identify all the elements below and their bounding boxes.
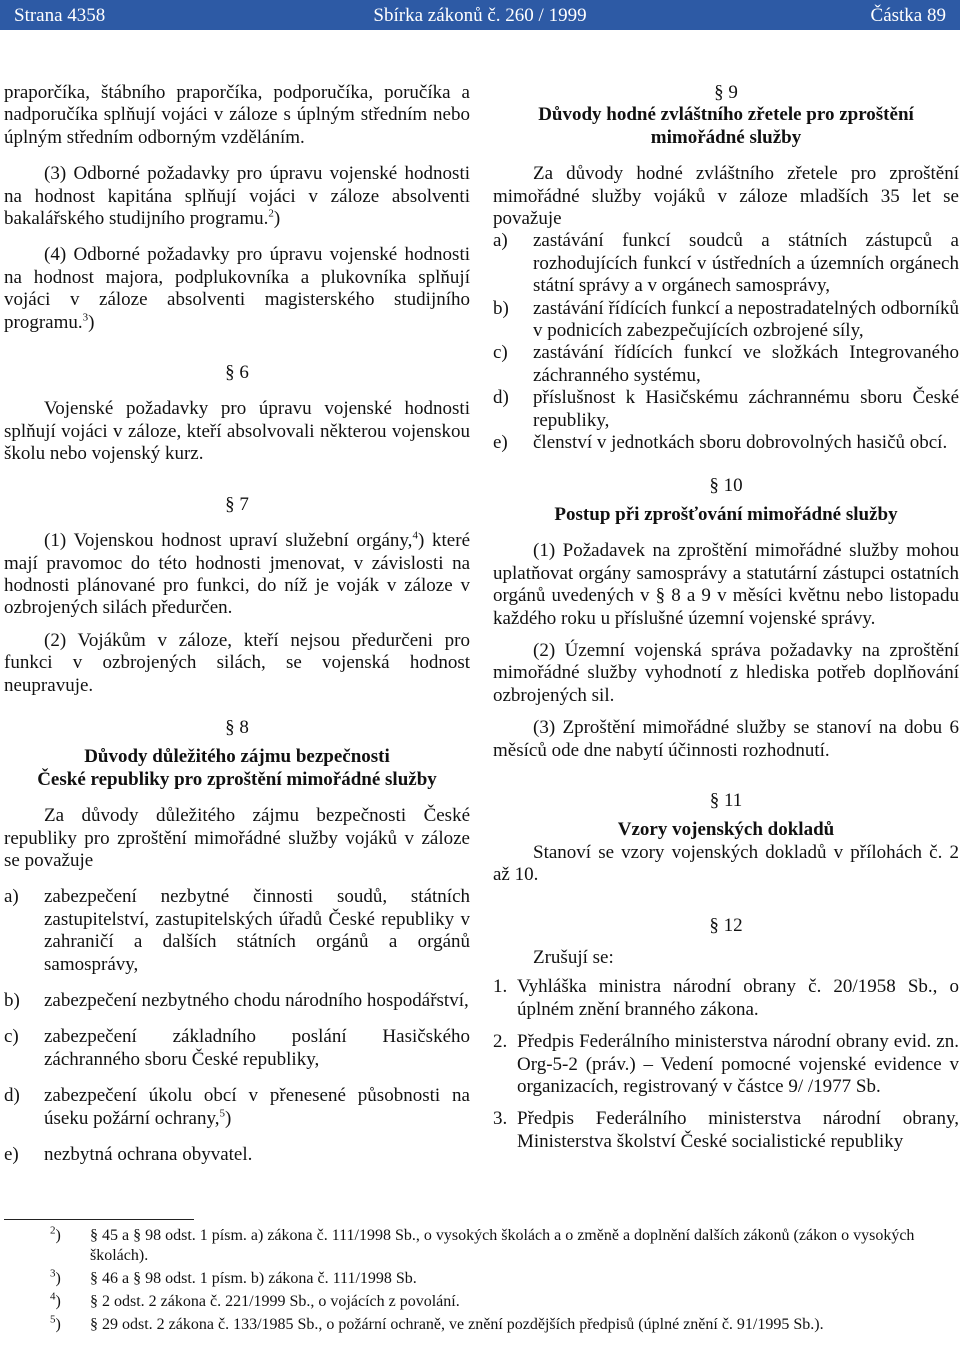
list-item	[4, 886, 470, 976]
list-text: Předpis Federálního ministerstva národní obrany, Ministerstva školství České socialistické republiky	[517, 1108, 959, 1152]
paragraph: Za důvody hodné zvláštního zřetele pro zproštění mimořádné služby vojáků v záloze mladších 35 let se považuje	[493, 163, 959, 230]
list-text: Předpis Federálního ministerstva národní obrany evid. zn. Org-5-2 (práv.) – Vedení pomocné vojenské evidence v organizacích, registrovaný v částce 9/ /1977 Sb.	[517, 1031, 959, 1098]
paragraph: (2) Vojákům v záloze, kteří nejsou předurčeni pro funkci v ozbrojených silách, se vojenská hodnost neupravuje.	[4, 629, 470, 696]
list-text: příslušnost k Hasičskému záchrannému sboru České republiky,	[533, 387, 959, 431]
footnote	[50, 1269, 960, 1289]
list-label: 1.	[493, 976, 508, 998]
footnote-mark: $^5$)	[50, 1313, 61, 1333]
right-column	[493, 82, 959, 1153]
footnotes	[50, 1226, 960, 1338]
footnote-number: 3	[50, 1267, 56, 1280]
footnote-ref[interactable]: 5	[219, 1107, 226, 1120]
paragraph: Za důvody důležitého zájmu bezpečnosti České republiky pro zproštění mimořádné služby vojáků v záloze se považuje	[4, 805, 470, 871]
list-label: c)	[4, 1026, 19, 1048]
list-item	[4, 1085, 470, 1130]
paragraph: (3) Zproštění mimořádné služby se stanoví na dobu 6 měsíců ode dne nabytí účinnosti rozhodnutí.	[493, 717, 959, 761]
section-title: Postup při zprošťování mimořádné služby	[554, 503, 898, 525]
footnote-text: § 2 odst. 2 zákona č. 221/1999 Sb., o vojácích z povolání.	[90, 1293, 460, 1310]
footnote-mark: $^2$)	[50, 1224, 61, 1244]
list-item	[493, 976, 959, 1021]
list-text: Vyhláška ministra národní obrany č. 20/1958 Sb., o úplném znění branného zákona.	[517, 976, 959, 1020]
list-label: e)	[493, 432, 508, 454]
list-label: d)	[493, 387, 509, 409]
section-heading: § 8	[225, 716, 249, 738]
list-item	[493, 1031, 959, 1098]
footnote-number: 4	[50, 1290, 56, 1303]
footnote	[50, 1226, 960, 1266]
list-text: zastávání funkcí soudců a státních zástupců a rozhodujících funkcí v ústředních a územních orgánech státní správy a v orgánech samosprávy,	[533, 230, 959, 297]
footnote-text: § 46 a § 98 odst. 1 písm. b) zákona č. 111/1998 Sb.	[90, 1270, 417, 1287]
paragraph: (1) Požadavek na zproštění mimořádné služby mohou uplatňovat orgány samosprávy a statutární zástupci ostatních orgánů uvedených v § 8 a 9 v měsíci květnu nebo listopadu každého roku u příslušné územní vojenské správy.	[493, 540, 959, 629]
list-text: zastávání řídících funkcí a nepostradatelných odborníků v podnicích zabezpečujících ozbrojené síly,	[533, 297, 959, 342]
section-heading: § 10	[709, 474, 743, 496]
list-label: c)	[493, 342, 508, 364]
paragraph-text: (4) Odborné požadavky pro úpravu vojenské hodnosti na hodnost majora, podplukovníka a plukovníka splňují vojáci v záloze absolventi magisterského studijního programu.	[4, 244, 470, 333]
footnote-divider	[4, 1219, 194, 1220]
paragraph: Vojenské požadavky pro úpravu vojenské hodnosti splňují vojáci v záloze, kteří absolvovali některou vojenskou školu nebo vojenský kurz.	[4, 398, 470, 465]
section-heading: § 12	[709, 914, 743, 936]
footnote	[50, 1292, 960, 1312]
footnote-ref[interactable]: 2	[268, 207, 274, 220]
footnote-mark: $^3$)	[50, 1267, 61, 1287]
list-item	[4, 990, 470, 1012]
list-item	[493, 432, 959, 454]
paragraph: (4) Odborné požadavky pro úpravu vojenské hodnosti na hodnost majora, podplukovníka a plukovníka splňují vojáci v záloze absolventi magisterského studijního programu.$^3$)	[4, 244, 470, 333]
page-header	[0, 0, 960, 30]
section-title: mimořádné služby	[650, 126, 802, 148]
paragraph: Zrušují se:	[533, 947, 614, 968]
paragraph: Stanoví se vzory vojenských dokladů v přílohách č. 2 až 10.	[493, 841, 959, 886]
footnote-number: 5	[50, 1313, 56, 1326]
list-text: zabezpečení základního poslání Hasičského záchranného sboru České republiky,	[44, 1026, 470, 1070]
footnote-ref[interactable]: 3	[82, 311, 89, 324]
section-title: Důvody důležitého zájmu bezpečnosti	[84, 746, 390, 768]
list-text: členství v jednotkách sboru dobrovolných hasičů obcí.	[533, 432, 948, 454]
section-title: Vzory vojenských dokladů	[617, 819, 835, 841]
list-item	[493, 387, 959, 432]
list-text: nezbytná ochrana obyvatel.	[44, 1144, 253, 1166]
list-item	[493, 230, 959, 297]
paragraph: (1) Vojenskou hodnost upraví služební orgány,$^4$) které mají pravomoc do této hodnosti jmenovat, v závislosti na hodnosti plánované pro funkci, do níž je voják v záloze v ozbrojených silách předurčen.	[4, 529, 471, 619]
section-heading: § 6	[225, 362, 249, 384]
list-label: e)	[4, 1144, 19, 1166]
footnote-mark: $^4$)	[50, 1290, 61, 1310]
list-label: b)	[4, 990, 20, 1011]
paragraph-text: (3) Odborné požadavky pro úpravu vojenské hodnosti na hodnost kapitána splňují vojáci v záloze absolventi bakalářského studijního programu.	[4, 163, 470, 230]
section-title: České republiky pro zproštění mimořádné služby	[37, 768, 437, 790]
list-item	[493, 298, 959, 343]
collection-title: Sbírka zákonů č. 260 / 1999	[373, 5, 587, 26]
page-number: Strana 4358	[14, 5, 106, 26]
list-text: zabezpečení nezbytného chodu národního hospodářství,	[44, 990, 469, 1011]
list-label: b)	[493, 297, 509, 319]
list-label: 3.	[493, 1108, 508, 1130]
footnote-number: 2	[50, 1224, 56, 1237]
section-heading: § 11	[709, 789, 743, 811]
paragraph-text: (1) Vojenskou hodnost upraví služební orgány,	[44, 530, 413, 552]
list-item	[493, 342, 959, 387]
section-title: Důvody hodné zvláštního zřetele pro zproštění	[538, 104, 914, 126]
footnote	[50, 1315, 960, 1335]
list-item	[4, 1026, 470, 1071]
paragraph: praporčíka, štábního praporčíka, podporučíka, poručíka a nadporučíka splňují vojáci v záloze s úplným středním nebo úplným středním odborným vzděláním.	[4, 82, 470, 148]
list-label: a)	[493, 230, 508, 252]
list-text: zastávání řídících funkcí ve složkách Integrovaného záchranného systému,	[533, 342, 959, 386]
paragraph-text: které mají pravomoc do této hodnosti jmenovat, v závislosti na hodnosti plánované pro funkci, do níž je voják v záloze v ozbrojených silách předurčen.	[4, 530, 471, 619]
footnote-text: § 45 a § 98 odst. 1 písm. a) zákona č. 111/1998 Sb., o vysokých školách a o změně a doplnění dalších zákonů (zákon o vysokých školách).	[90, 1227, 915, 1264]
list-text: zabezpečení úkolu obcí v přenesené působnosti na úseku požární ochrany,	[44, 1085, 470, 1129]
footnote-text: § 29 odst. 2 zákona č. 133/1985 Sb., o požární ochraně, ve znění pozdějších předpisů (úplné znění č. 91/1995 Sb.).	[90, 1316, 824, 1333]
footnote-ref[interactable]: 4	[412, 529, 418, 542]
list-text-wrap: zabezpečení úkolu obcí v přenesené působnosti na úseku požární ochrany,$^5$)	[44, 1085, 470, 1129]
list-text: zabezpečení nezbytné činnosti soudů, státních zastupitelství, zastupitelských úřadů České republiky v zahraničí a dalších státních orgánů a orgánů samosprávy,	[44, 886, 470, 975]
left-column	[4, 82, 470, 1166]
list-label: d)	[4, 1085, 20, 1107]
list-item	[493, 1108, 959, 1153]
paragraph: (2) Územní vojenská správa požadavky na zproštění mimořádné služby vyhodnotí z hlediska potřeb doplňování ozbrojených sil.	[493, 639, 959, 706]
paragraph: (3) Odborné požadavky pro úpravu vojenské hodnosti na hodnost kapitána splňují vojáci v záloze absolventi bakalářského studijního programu.$^2$)	[4, 163, 470, 230]
list-label: a)	[4, 886, 19, 908]
issue-number: Částka 89	[870, 5, 946, 26]
list-label: 2.	[493, 1031, 508, 1053]
section-heading: § 9	[714, 82, 738, 103]
list-item	[4, 1144, 470, 1166]
section-heading: § 7	[225, 493, 249, 515]
